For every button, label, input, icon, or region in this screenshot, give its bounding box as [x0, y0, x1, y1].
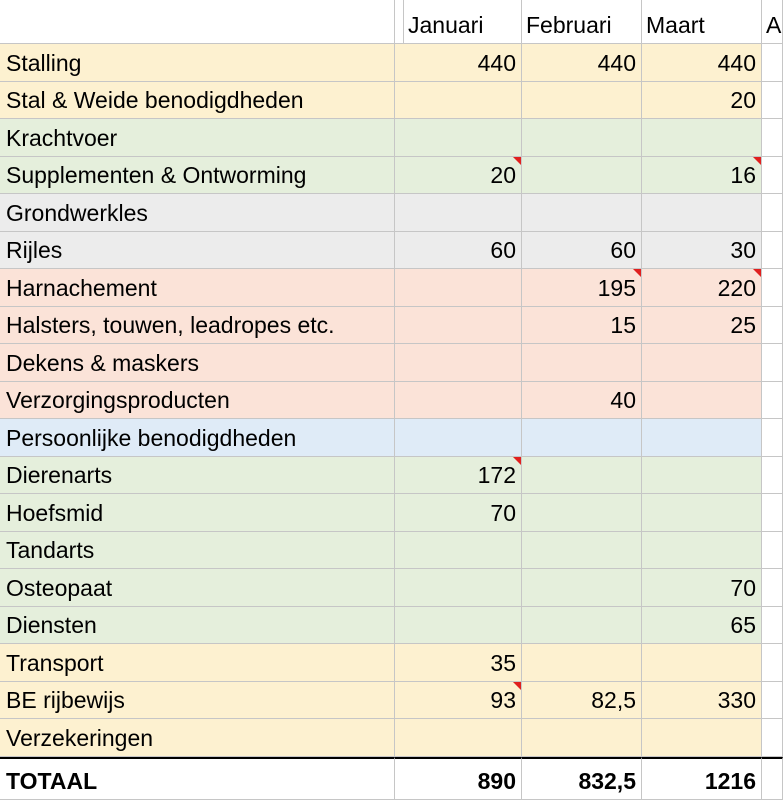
row-label[interactable]: Stal & Weide benodigdheden — [0, 82, 395, 120]
row-label[interactable]: Diensten — [0, 607, 395, 645]
value-cell[interactable] — [522, 607, 642, 645]
header-cell-spacer[interactable] — [395, 0, 404, 44]
value-cell[interactable]: 30 — [642, 232, 762, 270]
cut-off-column-cell[interactable] — [762, 269, 783, 307]
value-cell[interactable] — [404, 419, 522, 457]
row-label[interactable]: Transport — [0, 644, 395, 682]
total-label[interactable]: TOTAAL — [0, 757, 395, 800]
cut-off-column-cell[interactable] — [762, 119, 783, 157]
value-cell[interactable] — [522, 194, 642, 232]
row-label[interactable]: Verzekeringen — [0, 719, 395, 757]
value-cell[interactable] — [522, 569, 642, 607]
value-cell[interactable] — [404, 607, 522, 645]
row-label[interactable]: Persoonlijke benodigdheden — [0, 419, 395, 457]
value-cell[interactable] — [642, 644, 762, 682]
value-cell[interactable] — [404, 269, 522, 307]
row-label[interactable]: Harnachement — [0, 269, 395, 307]
row-label[interactable]: Stalling — [0, 44, 395, 82]
value-cell[interactable]: 65 — [642, 607, 762, 645]
value-cell[interactable]: 440 — [522, 44, 642, 82]
value-cell[interactable] — [404, 194, 522, 232]
value-cell[interactable]: 20 — [642, 82, 762, 120]
value-cell[interactable] — [522, 344, 642, 382]
value-cell[interactable] — [522, 419, 642, 457]
value-cell[interactable]: 70 — [642, 569, 762, 607]
row-label[interactable]: Halsters, touwen, leadropes etc. — [0, 307, 395, 345]
value-cell[interactable]: 25 — [642, 307, 762, 345]
row-label[interactable]: Krachtvoer — [0, 119, 395, 157]
value-cell[interactable]: 60 — [522, 232, 642, 270]
value-cell[interactable]: 440 — [404, 44, 522, 82]
cut-off-column-cell[interactable] — [762, 419, 783, 457]
value-cell[interactable] — [404, 344, 522, 382]
value-cell[interactable] — [404, 119, 522, 157]
cut-off-column-cell[interactable] — [762, 682, 783, 720]
value-cell[interactable]: 220 — [642, 269, 762, 307]
cut-off-column-cell[interactable] — [762, 607, 783, 645]
value-cell[interactable]: 440 — [642, 44, 762, 82]
value-cell[interactable] — [522, 157, 642, 195]
total-value[interactable]: 1216 — [642, 757, 762, 800]
value-cell[interactable]: 60 — [404, 232, 522, 270]
value-cell[interactable] — [522, 644, 642, 682]
cut-off-column-cell[interactable] — [762, 157, 783, 195]
value-cell[interactable] — [642, 532, 762, 570]
row-label[interactable]: Tandarts — [0, 532, 395, 570]
value-cell[interactable]: 15 — [522, 307, 642, 345]
value-cell[interactable] — [522, 719, 642, 757]
cut-off-column-cell[interactable] — [762, 382, 783, 420]
value-cell[interactable]: 330 — [642, 682, 762, 720]
cut-off-column-cell[interactable] — [762, 307, 783, 345]
value-cell[interactable]: 20 — [404, 157, 522, 195]
header-cell-label[interactable] — [0, 0, 395, 44]
cut-off-column-cell[interactable] — [762, 44, 783, 82]
value-cell[interactable] — [642, 457, 762, 495]
cut-off-column-cell[interactable] — [762, 569, 783, 607]
value-cell[interactable]: 195 — [522, 269, 642, 307]
value-cell[interactable] — [642, 494, 762, 532]
cut-off-column-cell[interactable] — [762, 494, 783, 532]
value-cell[interactable] — [642, 719, 762, 757]
value-cell[interactable] — [404, 719, 522, 757]
cut-off-column-cell[interactable] — [762, 532, 783, 570]
cut-off-column-cell[interactable] — [762, 757, 783, 800]
row-label[interactable]: Dierenarts — [0, 457, 395, 495]
value-cell[interactable] — [404, 382, 522, 420]
row-label[interactable]: Supplementen & Ontworming — [0, 157, 395, 195]
cut-off-column-cell[interactable] — [762, 82, 783, 120]
value-cell[interactable]: 172 — [404, 457, 522, 495]
value-cell[interactable] — [404, 307, 522, 345]
value-cell[interactable]: 40 — [522, 382, 642, 420]
value-cell[interactable]: 35 — [404, 644, 522, 682]
header-cell-a[interactable]: A — [762, 0, 783, 44]
row-label[interactable]: Grondwerkles — [0, 194, 395, 232]
row-label[interactable]: Rijles — [0, 232, 395, 270]
value-cell[interactable] — [642, 194, 762, 232]
value-cell[interactable]: 93 — [404, 682, 522, 720]
value-cell[interactable] — [642, 382, 762, 420]
value-cell[interactable] — [522, 494, 642, 532]
value-cell[interactable]: 82,5 — [522, 682, 642, 720]
row-label[interactable]: Dekens & maskers — [0, 344, 395, 382]
header-cell-januari[interactable]: Januari — [404, 0, 522, 44]
value-cell[interactable]: 70 — [404, 494, 522, 532]
cut-off-column-cell[interactable] — [762, 457, 783, 495]
value-cell[interactable] — [522, 457, 642, 495]
total-value[interactable]: 890 — [404, 757, 522, 800]
value-cell[interactable] — [404, 569, 522, 607]
row-label[interactable]: Verzorgingsproducten — [0, 382, 395, 420]
value-cell[interactable] — [404, 82, 522, 120]
value-cell[interactable] — [522, 119, 642, 157]
cut-off-column-cell[interactable] — [762, 232, 783, 270]
row-label[interactable]: Osteopaat — [0, 569, 395, 607]
value-cell[interactable] — [642, 419, 762, 457]
header-cell-februari[interactable]: Februari — [522, 0, 642, 44]
row-label[interactable]: Hoefsmid — [0, 494, 395, 532]
header-cell-maart[interactable]: Maart — [642, 0, 762, 44]
value-cell[interactable] — [404, 532, 522, 570]
cut-off-column-cell[interactable] — [762, 194, 783, 232]
total-value[interactable]: 832,5 — [522, 757, 642, 800]
cut-off-column-cell[interactable] — [762, 344, 783, 382]
value-cell[interactable] — [642, 119, 762, 157]
row-label[interactable]: BE rijbewijs — [0, 682, 395, 720]
cut-off-column-cell[interactable] — [762, 719, 783, 757]
cut-off-column-cell[interactable] — [762, 644, 783, 682]
value-cell[interactable] — [522, 82, 642, 120]
value-cell[interactable]: 16 — [642, 157, 762, 195]
value-cell[interactable] — [522, 532, 642, 570]
value-cell[interactable] — [642, 344, 762, 382]
